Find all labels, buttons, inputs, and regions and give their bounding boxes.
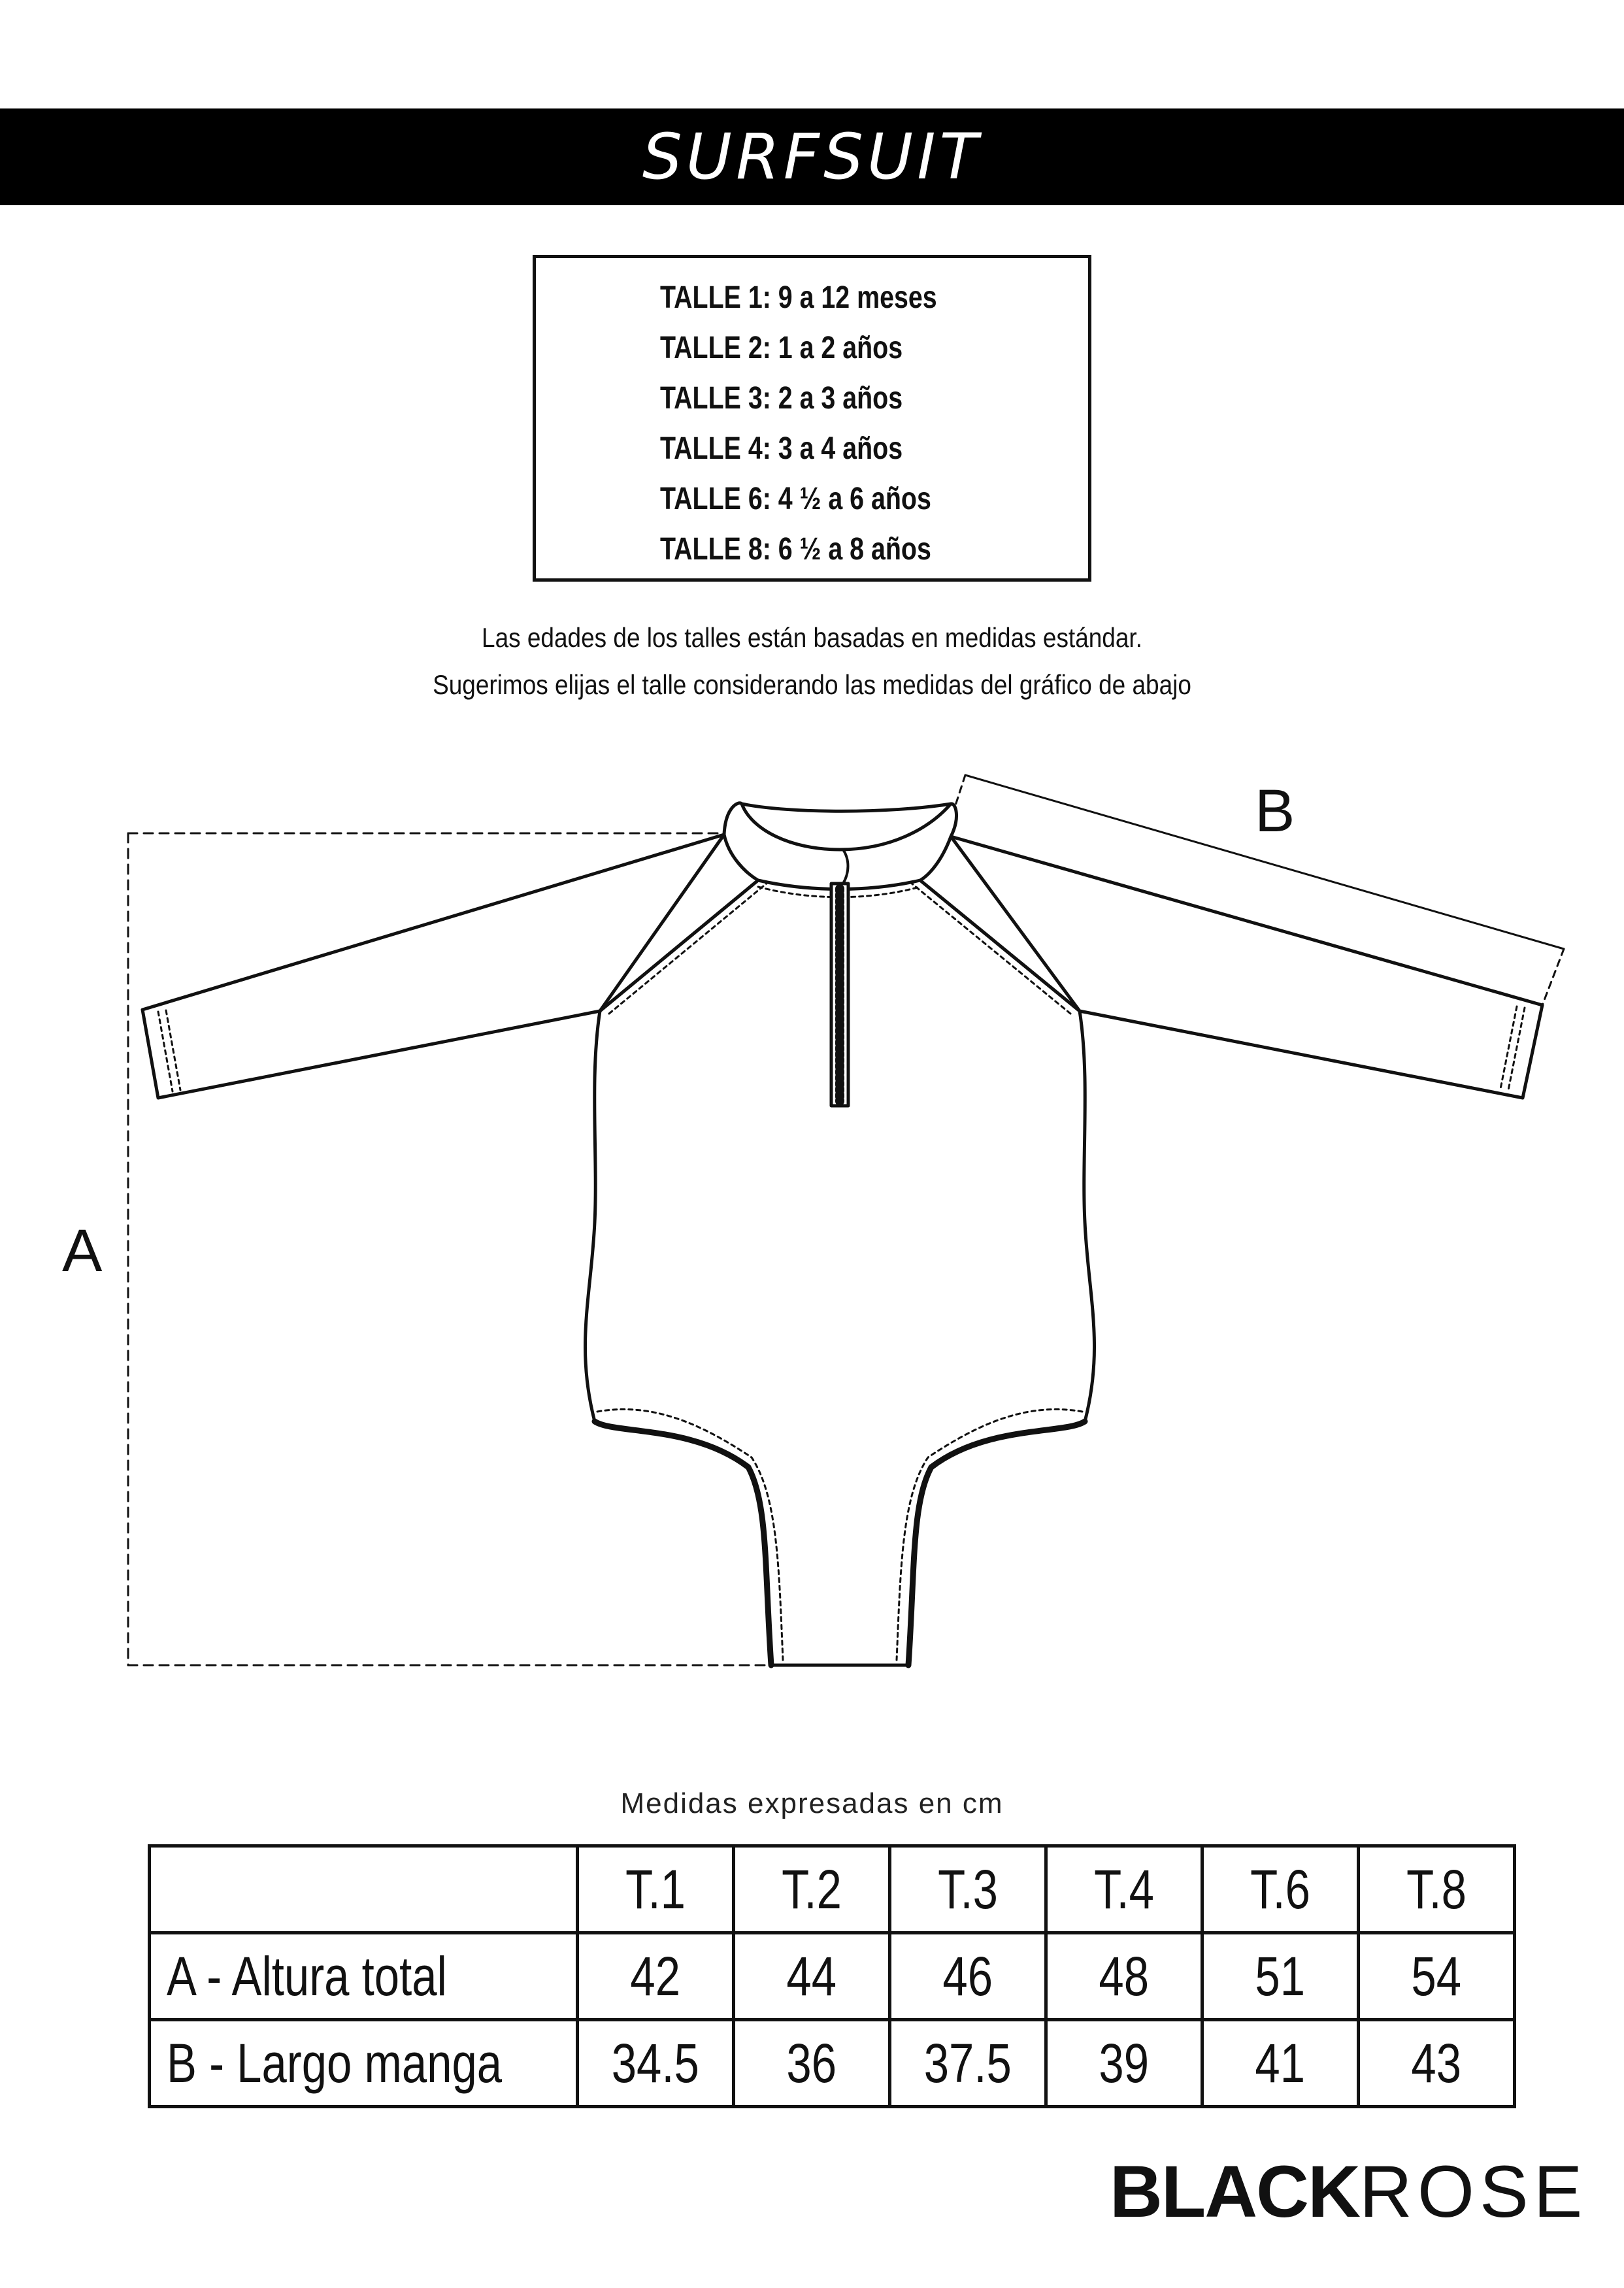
table-row: [150, 2020, 1515, 2107]
row-label-a: A - Altura total: [150, 1933, 578, 2020]
size-item: TALLE 1: 9 a 12 meses: [660, 280, 937, 315]
units-note: Medidas expresadas en cm: [620, 1787, 1004, 1819]
dimension-label-a: A: [62, 1218, 103, 1284]
surfsuit-drawing: [0, 752, 1624, 1693]
table-cell: 48: [1046, 1933, 1202, 2020]
size-list: [660, 273, 998, 574]
brand-logo-part-1: BLACK: [1110, 2151, 1359, 2232]
table-cell: 54: [1358, 1933, 1514, 2020]
table-cell: 37.5: [889, 2020, 1046, 2107]
table-cell: 36: [733, 2020, 889, 2107]
table-header-cell: T.1: [577, 1846, 733, 1933]
table-header-cell: T.8: [1358, 1846, 1514, 1933]
table-header-row: [150, 1846, 1515, 1933]
size-item: TALLE 3: 2 a 3 años: [660, 381, 903, 416]
dimension-label-b: B: [1255, 778, 1295, 844]
size-item: TALLE 8: 6 ½ a 8 años: [660, 532, 931, 567]
title-banner: [0, 108, 1624, 205]
table-header-cell: T.4: [1046, 1846, 1202, 1933]
page-title: SURFSUIT: [642, 120, 982, 193]
size-guide-box: [533, 255, 1091, 582]
row-label-b: B - Largo manga: [150, 2020, 578, 2107]
table-row: [150, 1933, 1515, 2020]
table-header-cell: T.2: [733, 1846, 889, 1933]
table-cell: 51: [1202, 1933, 1358, 2020]
table-cell: 41: [1202, 2020, 1358, 2107]
table-cell: 34.5: [577, 2020, 733, 2107]
measurements-table: [148, 1844, 1516, 2108]
table-corner-cell: [150, 1846, 578, 1933]
size-item: TALLE 6: 4 ½ a 6 años: [660, 482, 931, 516]
size-item: TALLE 2: 1 a 2 años: [660, 331, 903, 365]
size-item: TALLE 4: 3 a 4 años: [660, 431, 903, 466]
table-cell: 42: [577, 1933, 733, 2020]
table-header-cell: T.3: [889, 1846, 1046, 1933]
table-cell: 46: [889, 1933, 1046, 2020]
table-header-cell: T.6: [1202, 1846, 1358, 1933]
table-cell: 43: [1358, 2020, 1514, 2107]
table-cell: 39: [1046, 2020, 1202, 2107]
size-note-line-2: Sugerimos elijas el talle considerando las medidas del gráfico de abajo: [433, 669, 1191, 700]
table-cell: 44: [733, 1933, 889, 2020]
brand-logo: [1110, 2151, 1588, 2232]
zipper: [831, 850, 848, 1106]
size-note-line-1: Las edades de los talles están basadas en medidas estándar.: [482, 622, 1142, 653]
brand-logo-part-2: ROSE: [1359, 2151, 1588, 2232]
collar: [724, 803, 957, 889]
